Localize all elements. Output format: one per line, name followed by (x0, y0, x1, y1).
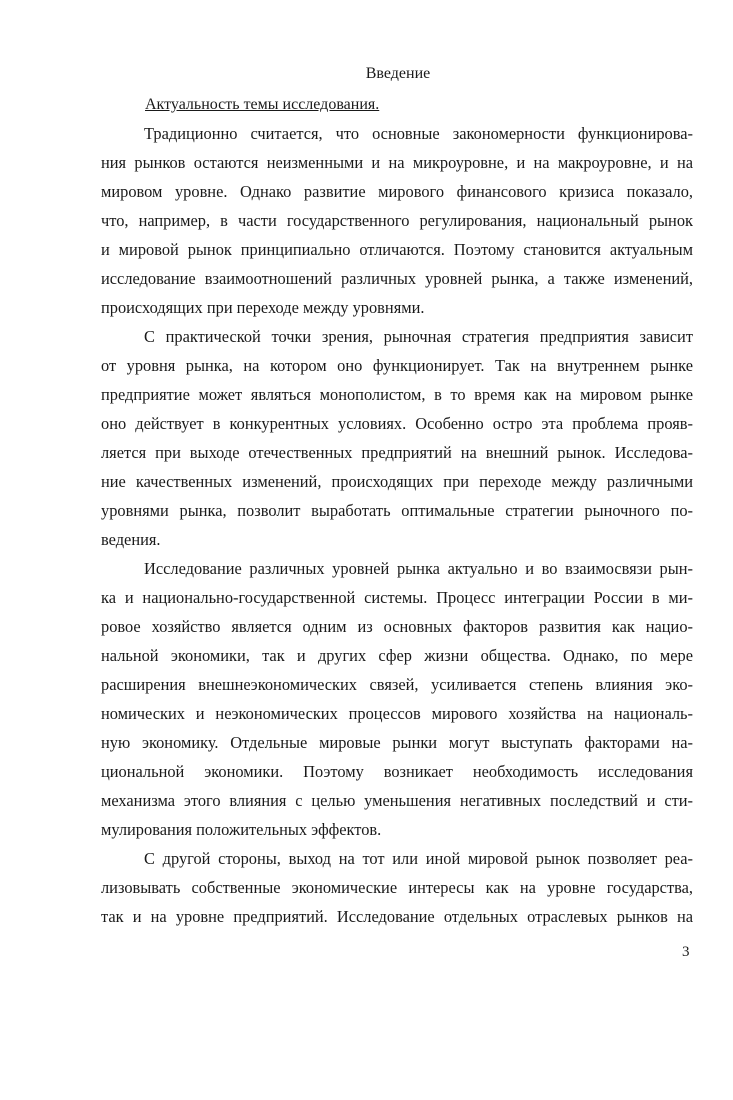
text-line: Традиционно считается, что основные закономерности функционирова- (144, 124, 693, 143)
text-line: расширения внешнеэкономических связей, усиливается степень влияния эко- (101, 675, 693, 694)
text-line: ную экономику. Отдельные мировые рынки могут выступать факторами на- (101, 733, 693, 752)
text-line: так и на уровне предприятий. Исследование отдельных отраслевых рынков на (101, 907, 693, 926)
text-line: ние качественных изменений, происходящих при переходе между различными (101, 472, 693, 491)
text-line: уровнями рынка, позволит выработать оптимальные стратегии рыночного по- (101, 501, 693, 520)
text-line: от уровня рынка, на котором оно функционирует. Так на внутреннем рынке (101, 356, 693, 375)
text-line: мировом уровне. Однако развитие мирового финансового кризиса показало, (101, 182, 693, 201)
text-line: циональной экономики. Поэтому возникает необходимость исследования (101, 762, 693, 781)
text-line: предприятие может являться монополистом, в то время как на мировом рынке (101, 385, 693, 404)
text-line: исследование взаимоотношений различных уровней рынка, а также изменений, (101, 269, 693, 288)
text-line: ровое хозяйство является одним из основных факторов развития как нацио- (101, 617, 693, 636)
text-line: ка и национально-государственной системы. Процесс интеграции России в ми- (101, 588, 693, 607)
text-line: лизовывать собственные экономические интересы как на уровне государства, (101, 878, 693, 897)
text-line: ляется при выходе отечественных предприятий на внешний рынок. Исследова- (101, 443, 693, 462)
section-subheading: Актуальность темы исследования. (145, 96, 380, 113)
text-line: нальной экономики, так и других сфер жизни общества. Однако, по мере (101, 646, 693, 665)
text-line: С другой стороны, выход на тот или иной мировой рынок позволяет реа- (144, 849, 693, 868)
page-number: 3 (682, 944, 690, 960)
text-line: оно действует в конкурентных условиях. Особенно остро эта проблема прояв- (101, 414, 693, 433)
text-line: ведения. (101, 530, 161, 549)
section-heading: Введение (365, 65, 431, 82)
text-line: и мировой рынок принципиально отличаются. Поэтому становится актуальным (101, 240, 693, 259)
text-line: происходящих при переходе между уровнями. (101, 298, 425, 317)
text-line: механизма этого влияния с целью уменьшения негативных последствий и сти- (101, 791, 693, 810)
text-line: С практической точки зрения, рыночная стратегия предприятия зависит (144, 327, 693, 346)
text-line: номических и неэкономических процессов мирового хозяйства на националь- (101, 704, 693, 723)
text-line: мулирования положительных эффектов. (101, 820, 382, 839)
text-line: ния рынков остаются неизменными и на микроуровне, и на макроуровне, и на (101, 153, 693, 172)
text-line: что, например, в части государственного регулирования, национальный рынок (101, 211, 693, 230)
text-line: Исследование различных уровней рынка актуально и во взаимосвязи рын- (144, 559, 693, 578)
